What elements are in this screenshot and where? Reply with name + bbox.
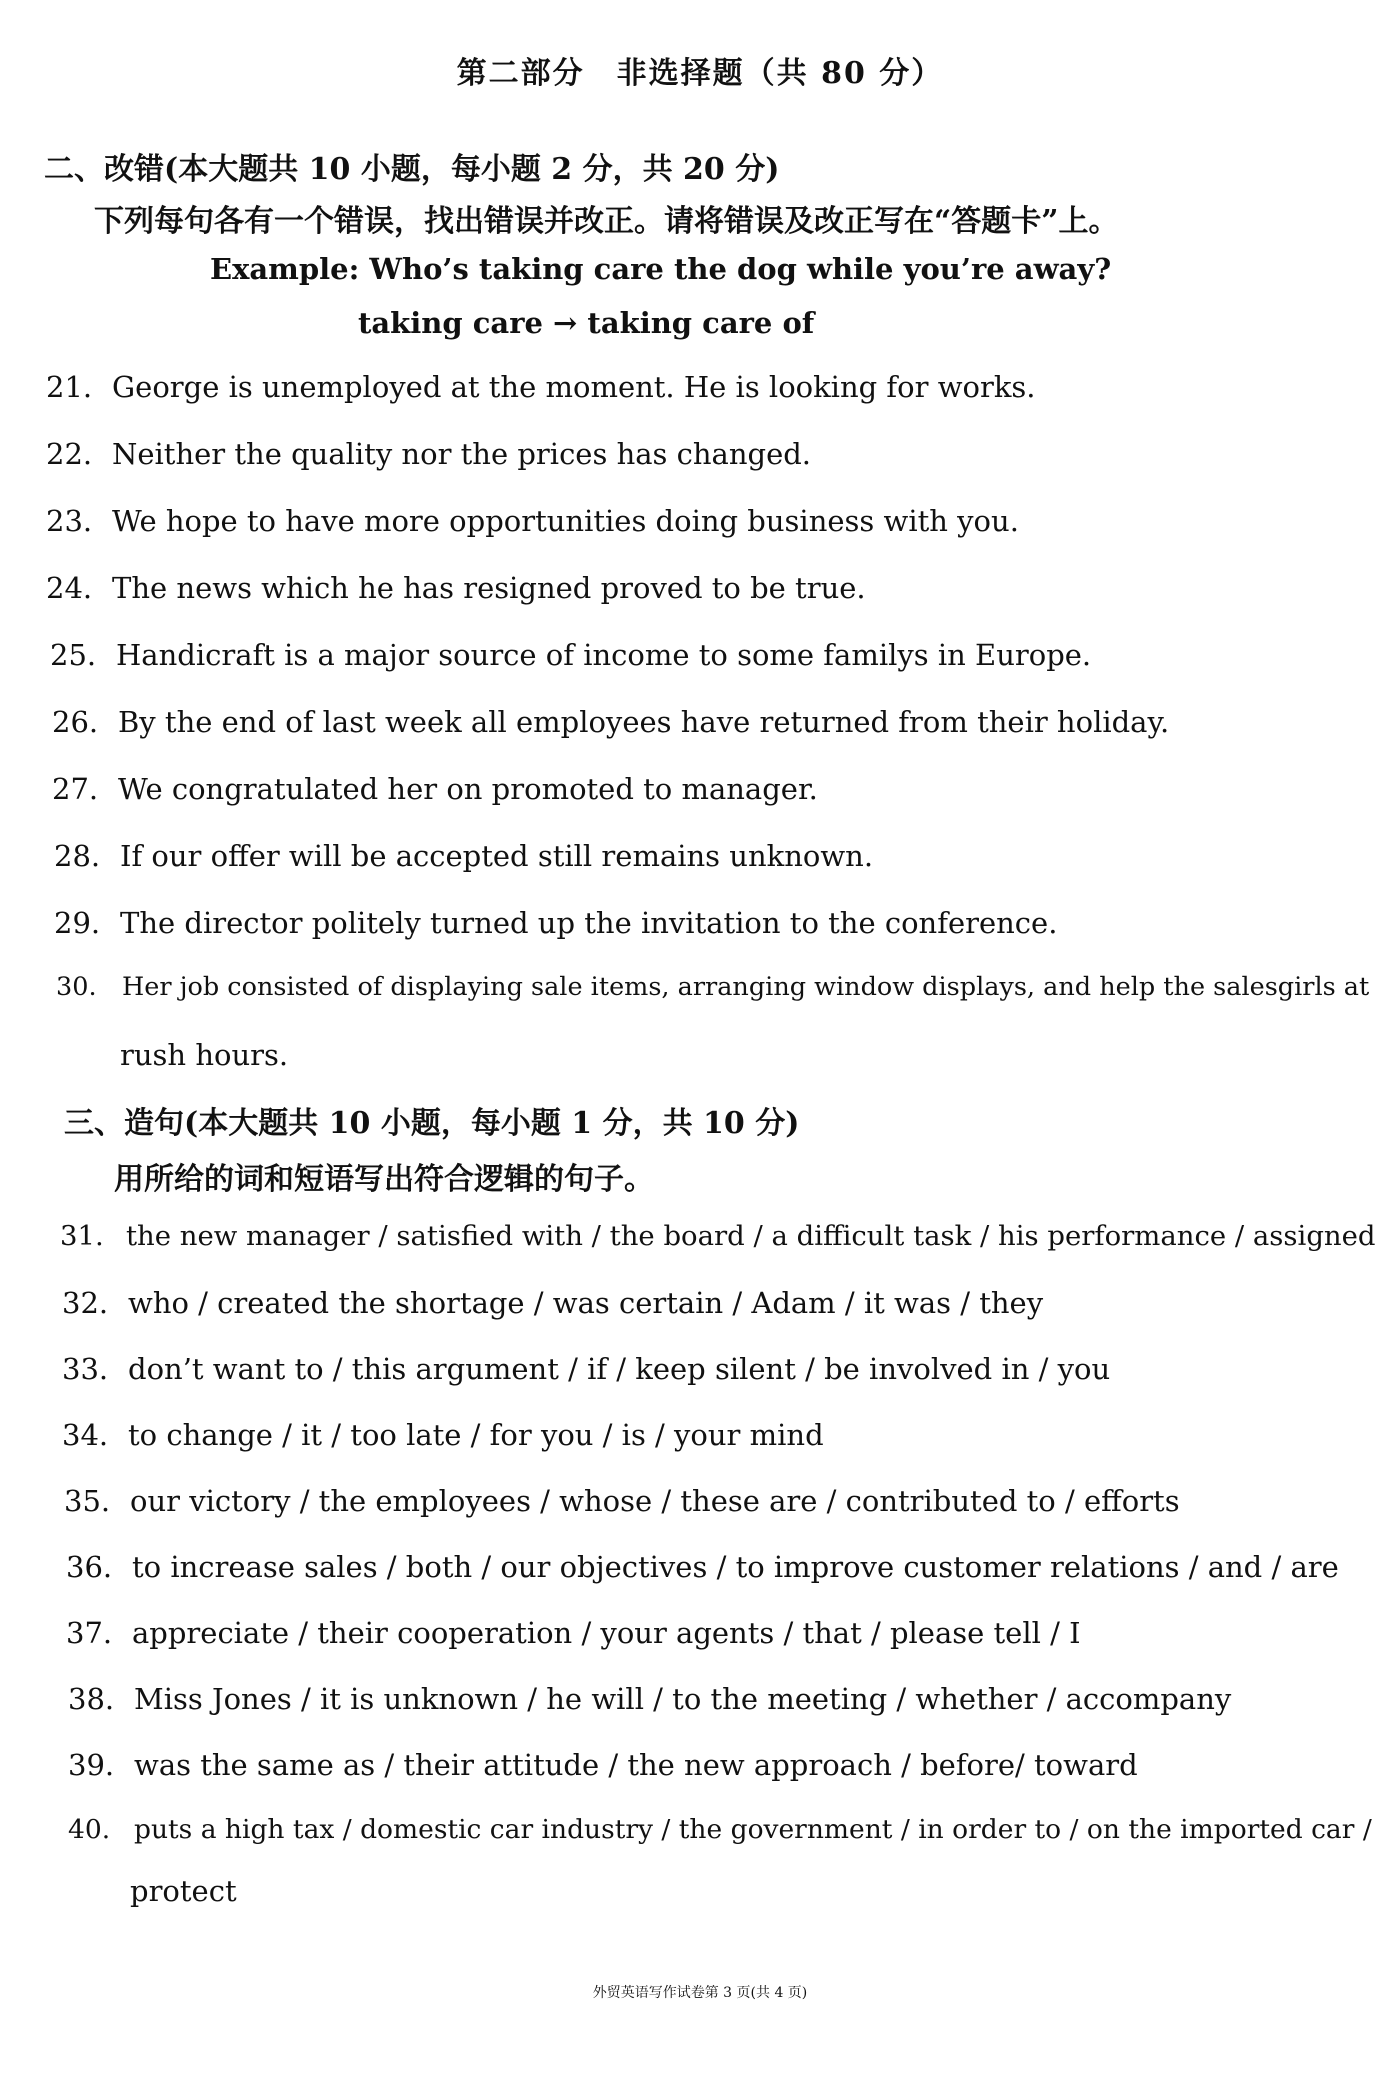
item-number: 39. [68, 1748, 115, 1782]
item-text: don’t want to / this argument / if / keep silent / be involved in / you [128, 1352, 1111, 1386]
example-line: Example: Who’s taking care the dog while you’re away? [210, 252, 1112, 286]
item-text: George is unemployed at the moment. He is looking for works. [112, 370, 1036, 404]
item-text: the new manager / satisfied with / the board / a difficult task / his performance / assigned [126, 1220, 1376, 1252]
list-item-continuation: protect [130, 1874, 237, 1908]
item-number: 34. [62, 1418, 109, 1452]
section2-instruction: 下列每句各有一个错误，找出错误并改正。请将错误及改正写在“答题卡”上。 [94, 204, 1119, 239]
item-text: Miss Jones / it is unknown / he will / to the meeting / whether / accompany [134, 1682, 1232, 1716]
item-number: 36. [66, 1550, 113, 1584]
item-text: puts a high tax / domestic car industry / the government / in order to / on the imported car / [134, 1814, 1372, 1845]
item-number: 31. [60, 1220, 104, 1252]
item-number: 21. [46, 370, 93, 404]
item-text: Her job consisted of displaying sale items, arranging window displays, and help the salesgirls at [122, 972, 1370, 1002]
item-number: 28. [54, 839, 101, 873]
section2-heading: 二、改错(本大题共 10 小题，每小题 2 分，共 20 分) [44, 152, 780, 187]
item-number: 33. [62, 1352, 109, 1386]
item-text: our victory / the employees / whose / these are / contributed to / efforts [130, 1484, 1180, 1518]
item-number: 40. [68, 1814, 111, 1845]
list-item [66, 1550, 1339, 1584]
list-item [52, 705, 1169, 739]
list-item [68, 1748, 1138, 1782]
list-item [46, 370, 1036, 404]
example-answer: taking care → taking care of [358, 306, 815, 340]
item-number: 25. [50, 638, 97, 672]
item-text: was the same as / their attitude / the new approach / before/ toward [134, 1748, 1138, 1782]
list-item [62, 1286, 1043, 1320]
list-item [68, 1682, 1231, 1716]
list-item [62, 1352, 1110, 1386]
list-item [68, 1814, 1372, 1845]
list-item [66, 1616, 1081, 1650]
item-text: By the end of last week all employees have returned from their holiday. [118, 705, 1170, 739]
item-text: The director politely turned up the invitation to the conference. [120, 906, 1058, 940]
list-item [52, 772, 818, 806]
item-number: 23. [46, 504, 93, 538]
item-number: 35. [64, 1484, 111, 1518]
item-text: We congratulated her on promoted to manager. [118, 772, 818, 806]
item-number: 30. [56, 972, 97, 1002]
list-item [50, 638, 1091, 672]
item-number: 29. [54, 906, 101, 940]
page-title: 第二部分 非选择题（共 80 分） [456, 56, 944, 91]
section3-heading: 三、造句(本大题共 10 小题，每小题 1 分，共 10 分) [64, 1106, 800, 1141]
page-footer: 外贸英语写作试卷第 3 页(共 4 页) [592, 1985, 808, 2001]
item-number: 27. [52, 772, 99, 806]
item-text: who / created the shortage / was certain / Adam / it was / they [128, 1286, 1044, 1320]
item-text: to increase sales / both / our objectives / to improve customer relations / and / are [132, 1550, 1339, 1584]
item-text: We hope to have more opportunities doing business with you. [112, 504, 1019, 538]
item-number: 38. [68, 1682, 115, 1716]
item-number: 32. [62, 1286, 109, 1320]
item-text: appreciate / their cooperation / your agents / that / please tell / I [132, 1616, 1081, 1650]
list-item [46, 571, 866, 605]
list-item [56, 972, 1369, 1002]
list-item [60, 1220, 1376, 1252]
item-number: 26. [52, 705, 99, 739]
list-item [46, 437, 811, 471]
item-number: 22. [46, 437, 93, 471]
list-item [54, 839, 873, 873]
item-text: If our offer will be accepted still remains unknown. [120, 839, 874, 873]
list-item [62, 1418, 824, 1452]
item-number: 37. [66, 1616, 113, 1650]
list-item [64, 1484, 1180, 1518]
list-item [54, 906, 1057, 940]
list-item-continuation: rush hours. [120, 1038, 289, 1072]
item-text: to change / it / too late / for you / is / your mind [128, 1418, 824, 1452]
section3-instruction: 用所给的词和短语写出符合逻辑的句子。 [114, 1162, 654, 1197]
item-text: The news which he has resigned proved to be true. [112, 571, 866, 605]
item-text: Neither the quality nor the prices has changed. [112, 437, 812, 471]
item-number: 24. [46, 571, 93, 605]
item-text: Handicraft is a major source of income to some familys in Europe. [116, 638, 1092, 672]
list-item [46, 504, 1019, 538]
